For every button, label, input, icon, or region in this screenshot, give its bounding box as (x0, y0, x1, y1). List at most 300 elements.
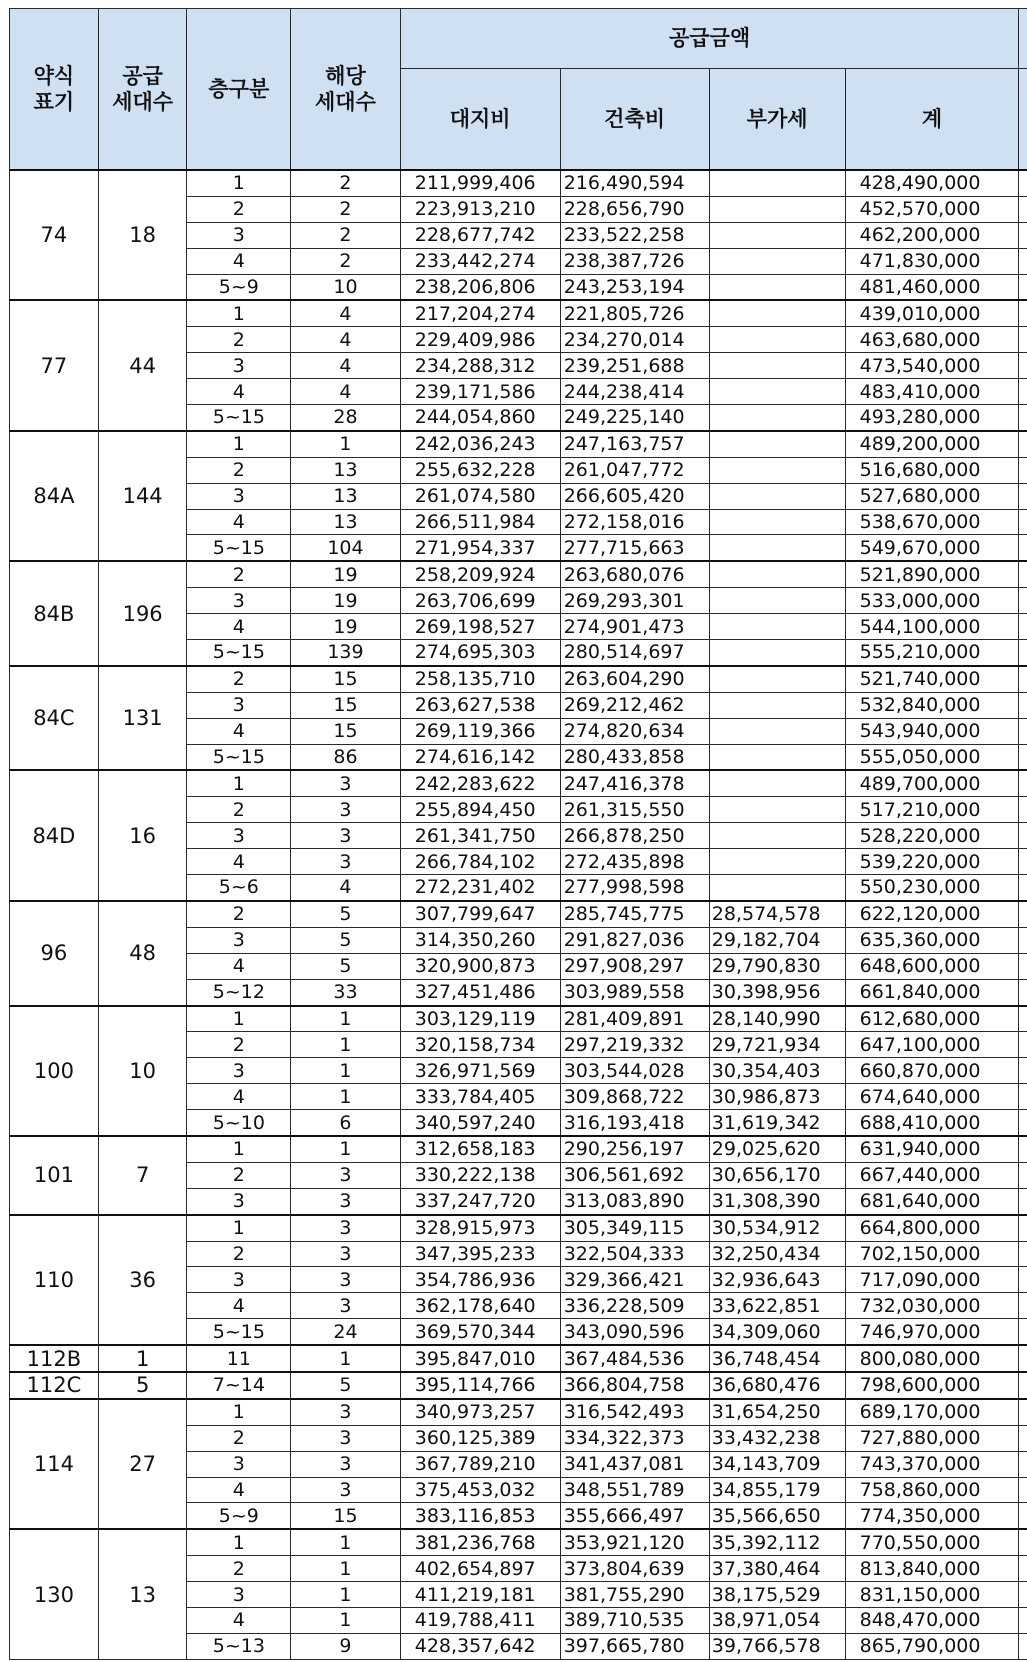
building-cost-cell: 329,366,421 (560, 1267, 709, 1293)
building-cost-cell: 228,656,790 (560, 196, 709, 222)
units-cell: 5 (291, 953, 401, 979)
building-cost-cell: 269,212,462 (560, 692, 709, 718)
land-cost-cell: 360,125,389 (400, 1425, 560, 1451)
vat-cell (709, 405, 845, 431)
land-cost-cell: 383,116,853 (400, 1503, 560, 1529)
vat-cell: 38,971,054 (709, 1607, 845, 1633)
edge-cell (1019, 1188, 1027, 1214)
vat-cell: 36,748,454 (709, 1345, 845, 1372)
total-cell: 462,200,000 (845, 222, 1019, 248)
land-cost-cell: 211,999,406 (400, 170, 560, 196)
edge-cell (1019, 1345, 1027, 1372)
total-cell: 489,200,000 (845, 431, 1019, 457)
building-cost-cell: 303,989,558 (560, 979, 709, 1005)
floor-cell: 5~13 (187, 1633, 291, 1659)
edge-cell (1019, 692, 1027, 718)
total-cell: 647,100,000 (845, 1032, 1019, 1058)
units-cell: 139 (291, 640, 401, 666)
vat-cell: 30,398,956 (709, 979, 845, 1005)
building-cost-cell: 348,551,789 (560, 1477, 709, 1503)
land-cost-cell: 274,616,142 (400, 744, 560, 770)
units-cell: 9 (291, 1633, 401, 1659)
land-cost-cell: 419,788,411 (400, 1607, 560, 1633)
vat-cell (709, 797, 845, 823)
supply-units-cell: 48 (98, 901, 187, 1006)
building-cost-cell: 239,251,688 (560, 353, 709, 379)
floor-cell: 1 (187, 1215, 291, 1241)
floor-cell: 2 (187, 561, 291, 587)
building-cost-cell: 336,228,509 (560, 1293, 709, 1319)
floor-cell: 4 (187, 248, 291, 274)
units-cell: 3 (291, 1267, 401, 1293)
table-row (10, 666, 1027, 692)
table-row (10, 431, 1027, 457)
land-cost-cell: 428,357,642 (400, 1633, 560, 1659)
supply-units-cell: 10 (98, 1006, 187, 1136)
units-cell: 4 (291, 379, 401, 405)
land-cost-cell: 320,158,734 (400, 1032, 560, 1058)
units-cell: 3 (291, 1162, 401, 1188)
vat-cell: 29,025,620 (709, 1136, 845, 1162)
units-cell: 3 (291, 1293, 401, 1319)
units-cell: 5 (291, 901, 401, 927)
floor-cell: 3 (187, 588, 291, 614)
edge-cell (1019, 875, 1027, 901)
vat-cell (709, 849, 845, 875)
edge-cell (1019, 1582, 1027, 1608)
units-cell: 1 (291, 1006, 401, 1032)
total-cell: 439,010,000 (845, 300, 1019, 326)
vat-cell: 36,680,476 (709, 1372, 845, 1399)
floor-cell: 3 (187, 1451, 291, 1477)
vat-cell (709, 170, 845, 196)
edge-cell (1019, 196, 1027, 222)
header-units: 해당 세대수 (291, 9, 401, 171)
land-cost-cell: 340,973,257 (400, 1399, 560, 1425)
building-cost-cell: 309,868,722 (560, 1084, 709, 1110)
land-cost-cell: 269,198,527 (400, 614, 560, 640)
units-cell: 2 (291, 170, 401, 196)
vat-cell (709, 561, 845, 587)
supply-units-cell: 7 (98, 1136, 187, 1215)
edge-cell (1019, 509, 1027, 535)
land-cost-cell: 369,570,344 (400, 1319, 560, 1345)
building-cost-cell: 303,544,028 (560, 1058, 709, 1084)
edge-cell (1019, 170, 1027, 196)
vat-cell (709, 666, 845, 692)
land-cost-cell: 258,135,710 (400, 666, 560, 692)
vat-cell (709, 640, 845, 666)
building-cost-cell: 367,484,536 (560, 1345, 709, 1372)
total-cell: 549,670,000 (845, 535, 1019, 561)
total-cell: 813,840,000 (845, 1556, 1019, 1582)
building-cost-cell: 280,514,697 (560, 640, 709, 666)
floor-cell: 5~15 (187, 405, 291, 431)
units-cell: 3 (291, 823, 401, 849)
floor-cell: 3 (187, 1267, 291, 1293)
total-cell: 612,680,000 (845, 1006, 1019, 1032)
edge-cell (1019, 901, 1027, 927)
units-cell: 104 (291, 535, 401, 561)
edge-cell (1019, 327, 1027, 353)
vat-cell (709, 353, 845, 379)
header-land-cost: 대지비 (400, 69, 560, 171)
land-cost-cell: 217,204,274 (400, 300, 560, 326)
building-cost-cell: 266,878,250 (560, 823, 709, 849)
total-cell: 538,670,000 (845, 509, 1019, 535)
total-cell: 743,370,000 (845, 1451, 1019, 1477)
land-cost-cell: 327,451,486 (400, 979, 560, 1005)
floor-cell: 4 (187, 1084, 291, 1110)
header-edge-cell (1019, 9, 1027, 69)
vat-cell: 34,855,179 (709, 1477, 845, 1503)
land-cost-cell: 233,442,274 (400, 248, 560, 274)
building-cost-cell: 249,225,140 (560, 405, 709, 431)
building-cost-cell: 221,805,726 (560, 300, 709, 326)
vat-cell: 32,250,434 (709, 1241, 845, 1267)
total-cell: 681,640,000 (845, 1188, 1019, 1214)
vat-cell (709, 770, 845, 796)
edge-cell (1019, 1477, 1027, 1503)
floor-cell: 3 (187, 927, 291, 953)
supply-units-cell: 13 (98, 1529, 187, 1659)
floor-cell: 5~9 (187, 274, 291, 300)
building-cost-cell: 291,827,036 (560, 927, 709, 953)
floor-cell: 3 (187, 353, 291, 379)
floor-cell: 2 (187, 901, 291, 927)
vat-cell (709, 509, 845, 535)
table-row (10, 901, 1027, 927)
units-cell: 15 (291, 666, 401, 692)
type-cell: 110 (10, 1215, 99, 1345)
building-cost-cell: 263,680,076 (560, 561, 709, 587)
floor-cell: 2 (187, 1556, 291, 1582)
units-cell: 1 (291, 431, 401, 457)
units-cell: 3 (291, 770, 401, 796)
header-floor: 층구분 (187, 9, 291, 171)
units-cell: 2 (291, 248, 401, 274)
units-cell: 86 (291, 744, 401, 770)
total-cell: 471,830,000 (845, 248, 1019, 274)
units-cell: 33 (291, 979, 401, 1005)
total-cell: 648,600,000 (845, 953, 1019, 979)
units-cell: 3 (291, 1399, 401, 1425)
supply-units-cell: 131 (98, 666, 187, 771)
floor-cell: 4 (187, 718, 291, 744)
building-cost-cell: 381,755,290 (560, 1582, 709, 1608)
land-cost-cell: 402,654,897 (400, 1556, 560, 1582)
supply-units-cell: 44 (98, 300, 187, 430)
units-cell: 3 (291, 1241, 401, 1267)
total-cell: 452,570,000 (845, 196, 1019, 222)
floor-cell: 2 (187, 1241, 291, 1267)
units-cell: 19 (291, 561, 401, 587)
total-cell: 635,360,000 (845, 927, 1019, 953)
land-cost-cell: 375,453,032 (400, 1477, 560, 1503)
vat-cell (709, 588, 845, 614)
floor-cell: 5~12 (187, 979, 291, 1005)
edge-cell (1019, 1372, 1027, 1399)
units-cell: 1 (291, 1607, 401, 1633)
building-cost-cell: 355,666,497 (560, 1503, 709, 1529)
type-cell: 77 (10, 300, 99, 430)
edge-cell (1019, 379, 1027, 405)
edge-cell (1019, 666, 1027, 692)
floor-cell: 5~6 (187, 875, 291, 901)
edge-cell (1019, 1032, 1027, 1058)
vat-cell (709, 718, 845, 744)
vat-cell (709, 431, 845, 457)
floor-cell: 3 (187, 823, 291, 849)
land-cost-cell: 274,695,303 (400, 640, 560, 666)
table-row (10, 561, 1027, 587)
edge-cell (1019, 797, 1027, 823)
land-cost-cell: 333,784,405 (400, 1084, 560, 1110)
supply-units-cell: 144 (98, 431, 187, 561)
floor-cell: 4 (187, 379, 291, 405)
building-cost-cell: 233,522,258 (560, 222, 709, 248)
building-cost-cell: 234,270,014 (560, 327, 709, 353)
land-cost-cell: 395,114,766 (400, 1372, 560, 1399)
vat-cell: 33,432,238 (709, 1425, 845, 1451)
vat-cell (709, 222, 845, 248)
total-cell: 527,680,000 (845, 483, 1019, 509)
total-cell: 865,790,000 (845, 1633, 1019, 1659)
edge-cell (1019, 1425, 1027, 1451)
edge-cell (1019, 927, 1027, 953)
units-cell: 1 (291, 1582, 401, 1608)
building-cost-cell: 269,293,301 (560, 588, 709, 614)
vat-cell: 30,534,912 (709, 1215, 845, 1241)
land-cost-cell: 223,913,210 (400, 196, 560, 222)
land-cost-cell: 367,789,210 (400, 1451, 560, 1477)
building-cost-cell: 216,490,594 (560, 170, 709, 196)
land-cost-cell: 266,784,102 (400, 849, 560, 875)
total-cell: 521,890,000 (845, 561, 1019, 587)
building-cost-cell: 316,193,418 (560, 1110, 709, 1136)
type-cell: 84D (10, 770, 99, 900)
edge-cell (1019, 535, 1027, 561)
floor-cell: 3 (187, 1058, 291, 1084)
vat-cell: 38,175,529 (709, 1582, 845, 1608)
units-cell: 1 (291, 1032, 401, 1058)
edge-cell (1019, 405, 1027, 431)
total-cell: 667,440,000 (845, 1162, 1019, 1188)
building-cost-cell: 277,715,663 (560, 535, 709, 561)
land-cost-cell: 328,915,973 (400, 1215, 560, 1241)
building-cost-cell: 281,409,891 (560, 1006, 709, 1032)
units-cell: 3 (291, 1215, 401, 1241)
vat-cell (709, 823, 845, 849)
floor-cell: 1 (187, 1006, 291, 1032)
edge-cell (1019, 614, 1027, 640)
units-cell: 5 (291, 1372, 401, 1399)
building-cost-cell: 306,561,692 (560, 1162, 709, 1188)
units-cell: 1 (291, 1556, 401, 1582)
supply-units-cell: 36 (98, 1215, 187, 1345)
units-cell: 6 (291, 1110, 401, 1136)
units-cell: 2 (291, 196, 401, 222)
edge-cell (1019, 979, 1027, 1005)
units-cell: 2 (291, 222, 401, 248)
building-cost-cell: 247,416,378 (560, 770, 709, 796)
units-cell: 1 (291, 1084, 401, 1110)
building-cost-cell: 243,253,194 (560, 274, 709, 300)
floor-cell: 3 (187, 483, 291, 509)
floor-cell: 4 (187, 849, 291, 875)
land-cost-cell: 326,971,569 (400, 1058, 560, 1084)
vat-cell (709, 327, 845, 353)
building-cost-cell: 322,504,333 (560, 1241, 709, 1267)
table-row (10, 1215, 1027, 1241)
floor-cell: 3 (187, 1188, 291, 1214)
floor-cell: 4 (187, 953, 291, 979)
units-cell: 15 (291, 692, 401, 718)
vat-cell: 34,309,060 (709, 1319, 845, 1345)
floor-cell: 2 (187, 797, 291, 823)
supply-units-cell: 196 (98, 561, 187, 666)
edge-cell (1019, 1241, 1027, 1267)
vat-cell: 29,721,934 (709, 1032, 845, 1058)
vat-cell: 31,308,390 (709, 1188, 845, 1214)
type-cell: 100 (10, 1006, 99, 1136)
total-cell: 516,680,000 (845, 457, 1019, 483)
type-cell: 114 (10, 1399, 99, 1529)
floor-cell: 5~9 (187, 1503, 291, 1529)
supply-units-cell: 5 (98, 1372, 187, 1399)
vat-cell: 34,143,709 (709, 1451, 845, 1477)
land-cost-cell: 242,036,243 (400, 431, 560, 457)
total-cell: 664,800,000 (845, 1215, 1019, 1241)
total-cell: 727,880,000 (845, 1425, 1019, 1451)
table-row (10, 770, 1027, 796)
building-cost-cell: 341,437,081 (560, 1451, 709, 1477)
edge-cell (1019, 953, 1027, 979)
edge-cell (1019, 1556, 1027, 1582)
edge-cell (1019, 718, 1027, 744)
floor-cell: 4 (187, 1477, 291, 1503)
table-body (10, 170, 1027, 1659)
units-cell: 3 (291, 1188, 401, 1214)
type-cell: 84A (10, 431, 99, 561)
floor-cell: 3 (187, 1582, 291, 1608)
floor-cell: 1 (187, 170, 291, 196)
units-cell: 4 (291, 353, 401, 379)
land-cost-cell: 229,409,986 (400, 327, 560, 353)
type-cell: 130 (10, 1529, 99, 1659)
header-type: 약식 표기 (10, 9, 99, 171)
units-cell: 28 (291, 405, 401, 431)
land-cost-cell: 261,341,750 (400, 823, 560, 849)
header-building-cost: 건축비 (560, 69, 709, 171)
building-cost-cell: 316,542,493 (560, 1399, 709, 1425)
building-cost-cell: 263,604,290 (560, 666, 709, 692)
floor-cell: 2 (187, 1032, 291, 1058)
vat-cell (709, 379, 845, 405)
land-cost-cell: 244,054,860 (400, 405, 560, 431)
total-cell: 555,210,000 (845, 640, 1019, 666)
type-cell: 84C (10, 666, 99, 771)
total-cell: 528,220,000 (845, 823, 1019, 849)
edge-cell (1019, 483, 1027, 509)
edge-cell (1019, 248, 1027, 274)
vat-cell: 39,766,578 (709, 1633, 845, 1659)
floor-cell: 1 (187, 1136, 291, 1162)
land-cost-cell: 272,231,402 (400, 875, 560, 901)
edge-cell (1019, 1319, 1027, 1345)
units-cell: 13 (291, 509, 401, 535)
table-row (10, 300, 1027, 326)
total-cell: 622,120,000 (845, 901, 1019, 927)
building-cost-cell: 280,433,858 (560, 744, 709, 770)
building-cost-cell: 297,908,297 (560, 953, 709, 979)
vat-cell: 37,380,464 (709, 1556, 845, 1582)
units-cell: 15 (291, 718, 401, 744)
total-cell: 532,840,000 (845, 692, 1019, 718)
total-cell: 800,080,000 (845, 1345, 1019, 1372)
building-cost-cell: 334,322,373 (560, 1425, 709, 1451)
supply-units-cell: 16 (98, 770, 187, 900)
land-cost-cell: 261,074,580 (400, 483, 560, 509)
total-cell: 674,640,000 (845, 1084, 1019, 1110)
building-cost-cell: 261,047,772 (560, 457, 709, 483)
floor-cell: 1 (187, 300, 291, 326)
land-cost-cell: 258,209,924 (400, 561, 560, 587)
building-cost-cell: 272,435,898 (560, 849, 709, 875)
vat-cell: 28,574,578 (709, 901, 845, 927)
total-cell: 631,940,000 (845, 1136, 1019, 1162)
vat-cell (709, 535, 845, 561)
land-cost-cell: 362,178,640 (400, 1293, 560, 1319)
edge-cell (1019, 561, 1027, 587)
total-cell: 848,470,000 (845, 1607, 1019, 1633)
header-vat: 부가세 (709, 69, 845, 171)
total-cell: 661,840,000 (845, 979, 1019, 1005)
total-cell: 689,170,000 (845, 1399, 1019, 1425)
building-cost-cell: 238,387,726 (560, 248, 709, 274)
vat-cell (709, 300, 845, 326)
vat-cell: 33,622,851 (709, 1293, 845, 1319)
land-cost-cell: 411,219,181 (400, 1582, 560, 1608)
vat-cell: 35,566,650 (709, 1503, 845, 1529)
vat-cell (709, 196, 845, 222)
floor-cell: 2 (187, 457, 291, 483)
land-cost-cell: 330,222,138 (400, 1162, 560, 1188)
floor-cell: 1 (187, 431, 291, 457)
building-cost-cell: 290,256,197 (560, 1136, 709, 1162)
edge-cell (1019, 300, 1027, 326)
total-cell: 539,220,000 (845, 849, 1019, 875)
edge-cell (1019, 1162, 1027, 1188)
total-cell: 489,700,000 (845, 770, 1019, 796)
table-row (10, 1345, 1027, 1372)
total-cell: 717,090,000 (845, 1267, 1019, 1293)
building-cost-cell: 397,665,780 (560, 1633, 709, 1659)
table-row (10, 1006, 1027, 1032)
edge-cell (1019, 770, 1027, 796)
total-cell: 463,680,000 (845, 327, 1019, 353)
edge-cell (1019, 274, 1027, 300)
vat-cell: 29,182,704 (709, 927, 845, 953)
total-cell: 774,350,000 (845, 1503, 1019, 1529)
type-cell: 112B (10, 1345, 99, 1372)
edge-cell (1019, 1451, 1027, 1477)
units-cell: 19 (291, 614, 401, 640)
total-cell: 555,050,000 (845, 744, 1019, 770)
units-cell: 3 (291, 849, 401, 875)
floor-cell: 5~15 (187, 640, 291, 666)
building-cost-cell: 285,745,775 (560, 901, 709, 927)
